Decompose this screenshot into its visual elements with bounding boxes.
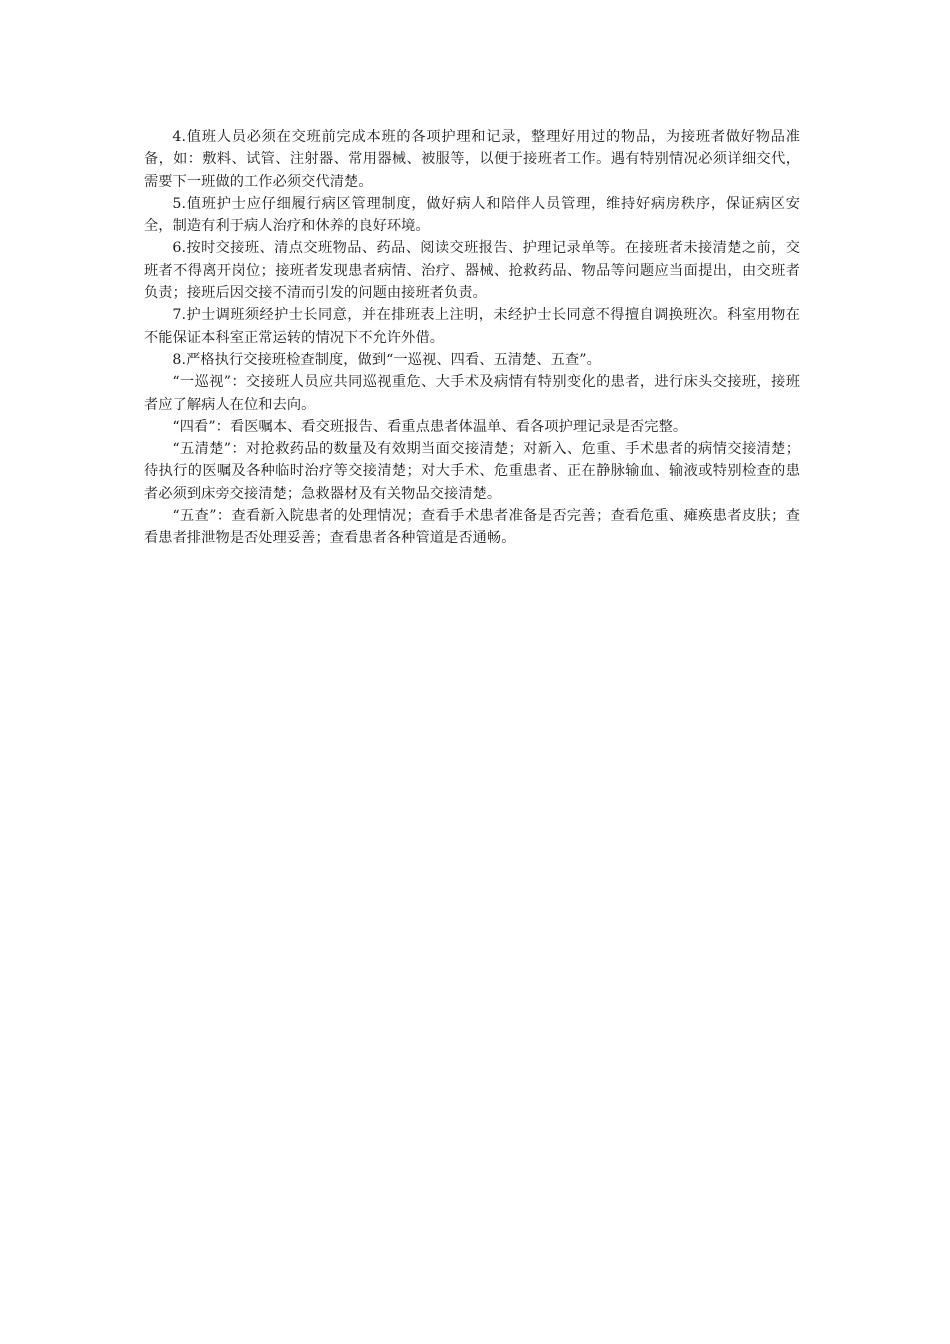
paragraph-five-inspections: “五查”：查看新入院患者的处理情况；查看手术患者准备是否完善；查看危重、瘫痪患者皮肤；查看患者排泄物是否处理妥善；查看患者各种管道是否通畅。 bbox=[144, 508, 800, 547]
paragraph-item-4: 4.值班人员必须在交班前完成本班的各项护理和记录，整理好用过的物品，为接班者做好物品准备，如：敷料、试管、注射器、常用器械、被服等，以便于接班者工作。遇有特别情况必须详细交代，需要下一班做的工作必须交代清楚。 bbox=[144, 129, 800, 190]
paragraph-item-6: 6.按时交接班、清点交班物品、药品、阅读交班报告、护理记录单等。在接班者未接清楚之前，交班者不得离开岗位；接班者发现患者病情、治疗、器械、抢救药品、物品等问题应当面提出，由交班者负责；接班后因交接不清而引发的问题由接班者负责。 bbox=[144, 240, 800, 302]
paragraph-item-7: 7.护士调班须经护士长同意，并在排班表上注明，未经护士长同意不得擅自调换班次。科室用物在不能保证本科室正常运转的情况下不允许外借。 bbox=[144, 307, 800, 346]
paragraph-item-8: 8.严格执行交接班检查制度，做到“一巡视、四看、五清楚、五查”。 bbox=[172, 351, 601, 368]
document-body bbox=[144, 126, 800, 550]
paragraph-five-clarities: “五清楚”：对抢救药品的数量及有效期当面交接清楚；对新入、危重、手术患者的病情交接清楚；待执行的医嘱及各种临时治疗等交接清楚；对大手术、危重患者、正在静脉输血、输液或特别检查的患者必须到床旁交接清楚；急救器材及有关物品交接清楚。 bbox=[144, 441, 800, 502]
paragraph-four-checks: “四看”：看医嘱本、看交班报告、看重点患者体温单、看各项护理记录是否完整。 bbox=[172, 418, 688, 435]
paragraph-one-patrol: “一巡视”：交接班人员应共同巡视重危、大手术及病情有特别变化的患者，进行床头交接班，接班者应了解病人在位和去向。 bbox=[144, 374, 800, 413]
paragraph-item-5: 5.值班护士应仔细履行病区管理制度，做好病人和陪伴人员管理，维持好病房秩序，保证病区安全，制造有利于病人治疗和休养的良好环境。 bbox=[144, 195, 800, 235]
